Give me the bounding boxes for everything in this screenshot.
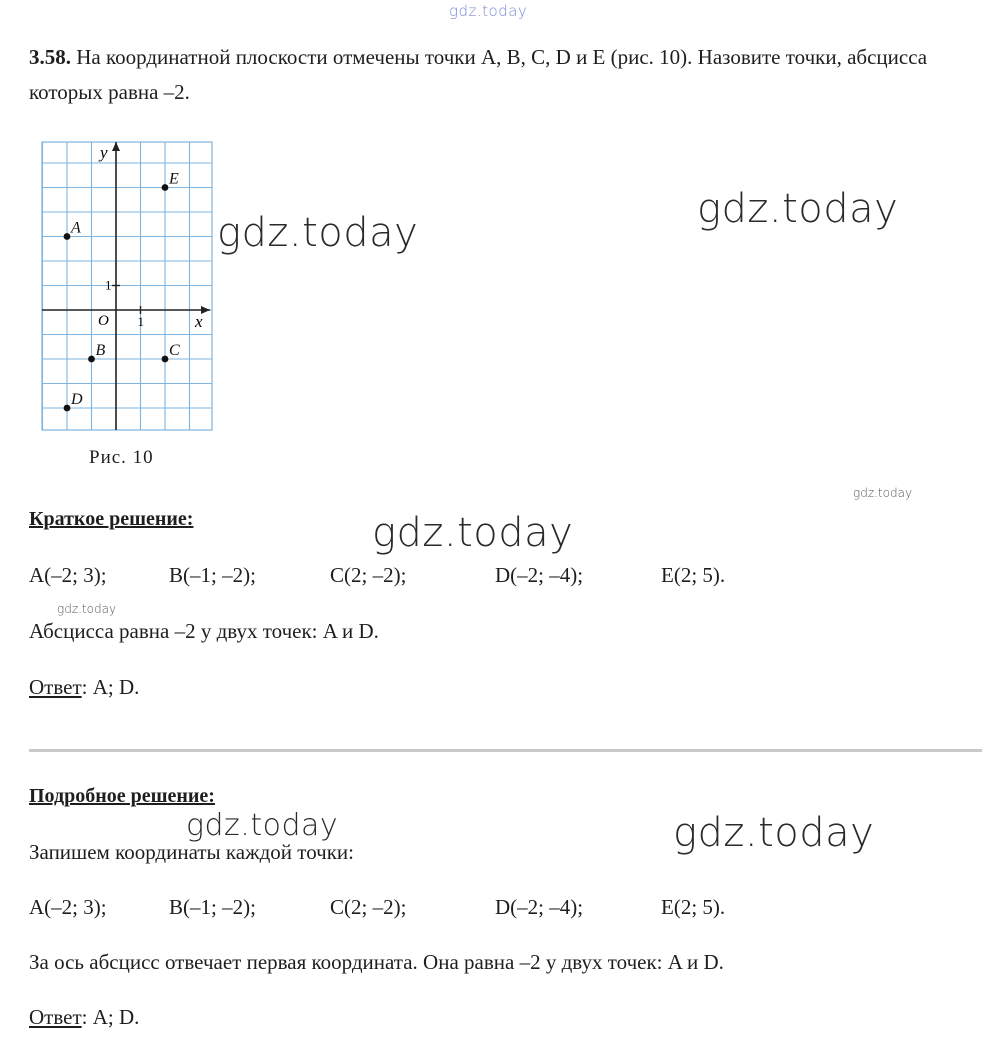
coord-a: A(–2; 3);	[29, 563, 107, 587]
origin-label: O	[98, 313, 109, 329]
point-d	[64, 405, 71, 412]
coord-b: B(–1; –2);	[169, 563, 256, 587]
detailed-solution-heading: Подробное решение:	[29, 785, 215, 807]
coord-d: D(–2; –4);	[495, 563, 584, 587]
coord-c: C(2; –2);	[330, 895, 407, 919]
point-label-a: A	[71, 219, 81, 237]
answer-value: : A; D.	[81, 675, 140, 699]
coord-c: C(2; –2);	[330, 563, 407, 587]
short-solution-heading: Краткое решение:	[29, 508, 194, 530]
axis-x-label: x	[195, 312, 203, 331]
point-c	[162, 356, 169, 363]
section-divider	[29, 749, 982, 752]
point-label-e: E	[169, 170, 179, 188]
detailed-solution-coords	[29, 895, 789, 925]
point-label-b: B	[95, 342, 106, 359]
watermark: gdz.today	[186, 808, 339, 843]
point-label-c: C	[169, 342, 180, 359]
coord-e: E(2; 5).	[661, 895, 726, 919]
watermark: gdz.today	[57, 602, 117, 616]
answer-value: : A; D.	[81, 1005, 140, 1029]
unit-y-label: 1	[105, 277, 112, 293]
answer-label: Ответ	[29, 1005, 82, 1029]
point-a	[64, 233, 71, 240]
detailed-solution-text: За ось абсцисс отвечает первая координата. Она равна –2 у двух точек: A и D.	[29, 950, 724, 974]
watermark: gdz.today	[673, 810, 875, 856]
point-b	[88, 356, 95, 363]
detailed-solution-answer	[29, 1005, 139, 1030]
watermark: gdz.today	[853, 486, 913, 500]
axis-y-label: y	[100, 143, 108, 162]
watermark: gdz.today	[697, 186, 899, 232]
short-solution-text: Абсцисса равна –2 у двух точек: A и D.	[29, 619, 379, 643]
grid	[42, 142, 212, 430]
short-solution-answer	[29, 675, 139, 700]
unit-x-label: 1	[137, 314, 144, 329]
y-axis-arrow	[112, 142, 120, 151]
watermark: gdz.today	[217, 210, 419, 256]
short-solution-coords	[29, 563, 789, 593]
problem-statement	[29, 40, 969, 110]
points-layer	[64, 171, 180, 412]
coord-d: D(–2; –4);	[495, 895, 584, 919]
problem-number: 3.58.	[29, 45, 71, 69]
watermark-top: gdz.today	[449, 2, 528, 20]
figure-caption: Рис. 10	[89, 447, 154, 468]
watermark: gdz.today	[372, 510, 574, 556]
point-label-d: D	[71, 391, 83, 408]
problem-text: На координатной плоскости отмечены точки A, B, C, D и E (рис. 10). Назовите точки, абсцисса которых равна –2.	[29, 45, 928, 104]
coordinate-plane-figure	[40, 138, 216, 434]
point-e	[162, 184, 169, 191]
answer-label: Ответ	[29, 675, 82, 699]
detailed-solution-intro: Запишем координаты каждой точки:	[29, 840, 354, 864]
coord-b: B(–1; –2);	[169, 895, 256, 919]
coord-a: A(–2; 3);	[29, 895, 107, 919]
coord-e: E(2; 5).	[661, 563, 726, 587]
